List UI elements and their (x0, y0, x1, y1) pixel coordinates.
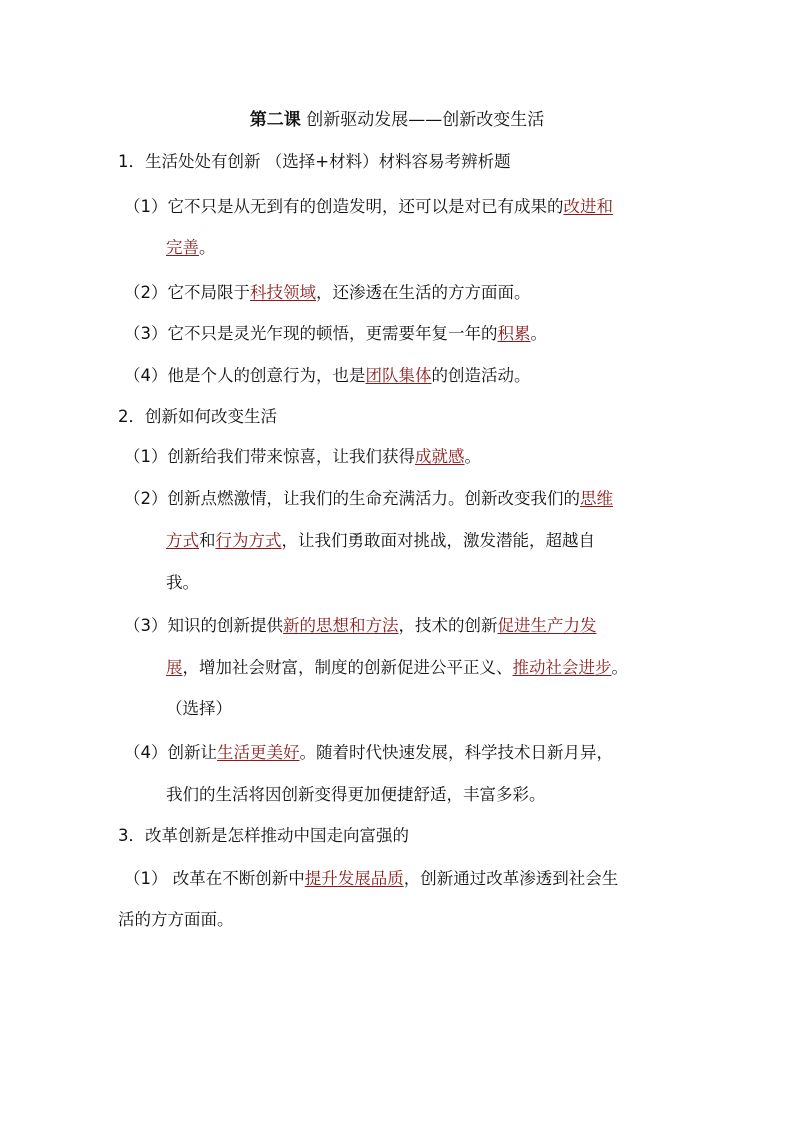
section-3-item-1 (124, 865, 618, 893)
section-1-heading: 1．生活处处有创新 （选择+材料）材料容易考辨析题 (118, 152, 511, 171)
text: （1） 改革在不断创新中 (124, 869, 305, 888)
section-2-item-2-cont-2: 我。 (166, 573, 199, 592)
section-1-item-2 (124, 279, 531, 307)
section-1-item-1 (124, 193, 613, 221)
text: （1）创新给我们带来惊喜，让我们获得 (124, 447, 415, 466)
text: ，技术的创新 (398, 616, 498, 635)
key-term: 思维 (580, 489, 613, 508)
text: ，增加社会财富，制度的创新促进公平正义、 (182, 658, 513, 677)
text: ，让我们勇敢面对挑战，激发潜能，超越自 (281, 531, 595, 550)
section-2-item-3-note: （选择） (166, 699, 232, 718)
text: 和 (199, 531, 216, 550)
section-3-heading: 3．改革创新是怎样推动中国走向富强的 (118, 826, 409, 845)
text: ，还渗透在生活的方方面面。 (316, 283, 531, 302)
section-2-item-1 (124, 443, 481, 471)
key-term: 推动社会进步 (512, 658, 612, 677)
section-1-item-3 (124, 320, 547, 348)
key-term: 积累 (497, 324, 531, 343)
key-term: 生活更美好 (217, 743, 300, 762)
lesson-name: 创新驱动发展——创新改变生活 (300, 110, 545, 130)
text: （3）知识的创新提供 (124, 616, 283, 635)
key-term: 展 (166, 658, 183, 677)
key-term: 改进和 (563, 197, 613, 216)
lesson-title (0, 106, 794, 134)
key-term: 方式 (166, 531, 199, 550)
section-2-item-3-cont (166, 654, 628, 682)
section-2-heading: 2．创新如何改变生活 (118, 407, 277, 426)
text: （4）他是个人的创意行为，也是 (124, 366, 366, 385)
text: 的创造活动。 (431, 366, 531, 385)
key-term: 新的思想和方法 (283, 616, 399, 635)
text: ，创新通过改革渗透到社会生 (403, 869, 619, 888)
text: 。随着时代快速发展，科学技术日新月异， (299, 743, 613, 762)
key-term: 提升发展品质 (304, 869, 404, 888)
text: （2）创新点燃激情，让我们的生命充满活力。创新改变我们的 (124, 489, 580, 508)
text: （1）它不只是从无到有的创造发明，还可以是对已有成果的 (124, 197, 564, 216)
key-term: 行为方式 (215, 531, 282, 550)
section-2-item-3 (124, 612, 597, 640)
key-term: 团队集体 (365, 366, 432, 385)
key-term: 完善 (166, 238, 199, 257)
section-2-item-4-cont: 我们的生活将因创新变得更加便捷舒适，丰富多彩。 (166, 785, 546, 804)
text: （2）它不局限于 (124, 283, 250, 302)
section-1-item-1-cont (166, 234, 216, 262)
text: （3）它不只是灵光乍现的顿悟，更需要年复一年的 (124, 324, 498, 343)
section-2-item-2-cont (166, 527, 595, 555)
key-term: 科技领域 (250, 283, 316, 302)
section-3-item-1-cont: 活的方方面面。 (118, 910, 234, 929)
text: （4）创新让 (124, 743, 217, 762)
text: 。 (530, 324, 547, 343)
section-2-item-4 (124, 739, 613, 767)
key-term: 成就感 (415, 447, 465, 466)
text: 。 (611, 658, 628, 677)
section-2-item-2 (124, 485, 613, 513)
section-1-item-4 (124, 362, 531, 390)
key-term: 促进生产力发 (497, 616, 597, 635)
text: 。 (199, 238, 216, 257)
text: 。 (464, 447, 481, 466)
lesson-number: 第二课 (249, 110, 301, 130)
